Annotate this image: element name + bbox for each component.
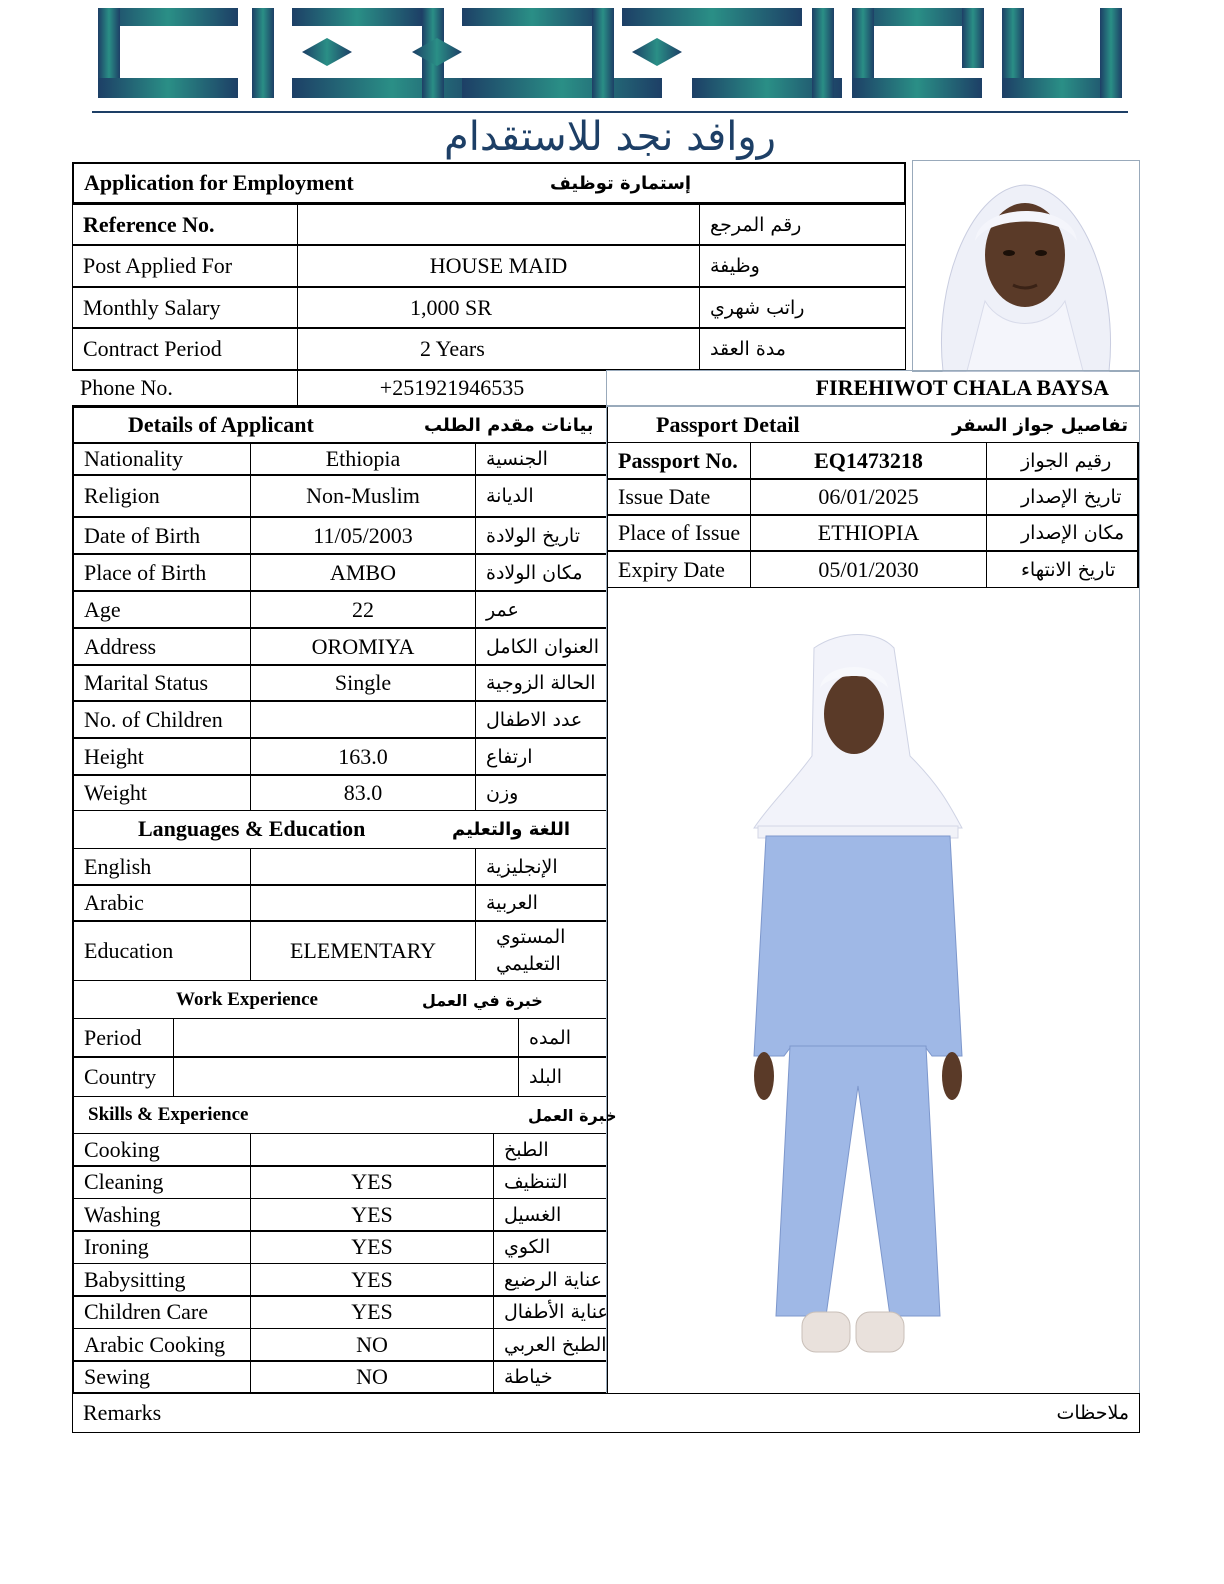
detail-label: Address	[74, 628, 251, 665]
skill-label: Arabic Cooking	[74, 1328, 251, 1361]
passport-value: EQ1473218	[750, 442, 987, 479]
skill-label-ar: عناية الرضيع	[493, 1263, 606, 1296]
applicant-headshot	[912, 160, 1140, 372]
skill-label-ar: الغسيل	[493, 1198, 606, 1231]
skill-label: Cooking	[74, 1133, 251, 1166]
detail-value	[250, 701, 476, 738]
arabic-value	[250, 885, 476, 921]
form-title: Application for Employment	[84, 170, 354, 195]
company-logo	[92, 4, 1128, 160]
arabic-label-ar: العربية	[475, 885, 606, 921]
education-label-ar-2: التعليمي	[496, 953, 561, 975]
arabic-label: Arabic	[74, 885, 251, 921]
detail-label: Age	[74, 591, 251, 628]
detail-label-ar: تاريخ الولادة	[475, 517, 606, 554]
skill-label: Babysitting	[74, 1263, 251, 1296]
reference-value	[297, 204, 700, 245]
detail-label: No. of Children	[74, 701, 251, 738]
country-value	[173, 1057, 519, 1097]
skill-label: Ironing	[74, 1231, 251, 1264]
detail-value: Single	[250, 665, 476, 701]
details-title-ar: بيانات مقدم الطلب	[424, 414, 594, 436]
country-label-ar: البلد	[518, 1057, 606, 1097]
detail-label: Nationality	[74, 443, 251, 475]
detail-value: Non-Muslim	[250, 475, 476, 517]
passport-title	[608, 408, 1138, 442]
work-title-ar: خبرة في العمل	[422, 990, 543, 1010]
passport-label: Place of Issue	[608, 515, 751, 551]
detail-label-ar: عمر	[475, 591, 606, 628]
languages-title	[74, 812, 606, 846]
detail-value: 163.0	[250, 738, 476, 775]
detail-value: AMBO	[250, 554, 476, 591]
languages-title-ar: اللغة والتعليم	[452, 818, 571, 840]
detail-label-ar: ارتفاع	[475, 738, 606, 775]
skill-value: YES	[250, 1263, 494, 1296]
passport-label-ar: تاريخ الانتهاء	[986, 551, 1139, 588]
education-value: ELEMENTARY	[250, 921, 476, 981]
post-label-ar: وظيفة	[699, 245, 906, 287]
skills-title	[74, 1098, 617, 1132]
detail-label: Place of Birth	[74, 554, 251, 591]
skill-label-ar: خياطة	[493, 1361, 606, 1394]
detail-label-ar: الحالة الزوجية	[475, 665, 606, 701]
logo-arabic-name: روافد نجد للاستقدام	[444, 114, 776, 160]
skills-title-en: Skills & Experience	[88, 1104, 249, 1125]
skill-label-ar: التنظيف	[493, 1166, 606, 1199]
english-label-ar: الإنجليزية	[475, 848, 606, 885]
remarks-label: Remarks	[83, 1400, 162, 1425]
english-value	[250, 848, 476, 885]
skill-label-ar: عناية الأطفال	[493, 1296, 606, 1329]
education-label: Education	[74, 921, 251, 981]
remarks-label-ar: ملاحظات	[1056, 1402, 1129, 1424]
detail-value: 22	[250, 591, 476, 628]
detail-label-ar: الجنسية	[475, 443, 606, 475]
phone-value: +251921946535	[297, 370, 607, 406]
skill-value: NO	[250, 1361, 494, 1394]
english-label: English	[74, 848, 251, 885]
form-title-cell	[72, 162, 906, 204]
reference-label-ar: رقم المرجع	[699, 204, 906, 245]
detail-label-ar: مكان الولادة	[475, 554, 606, 591]
detail-label-ar: الديانة	[475, 475, 606, 517]
detail-value: 11/05/2003	[250, 517, 476, 554]
detail-label: Religion	[74, 475, 251, 517]
applicant-name: FIREHIWOT CHALA BAYSA	[606, 370, 1140, 406]
passport-title-en: Passport Detail	[656, 412, 800, 437]
salary-label: Monthly Salary	[72, 287, 298, 328]
period-value	[173, 1018, 519, 1057]
skill-label-ar: الطبخ	[493, 1133, 606, 1166]
post-label: Post Applied For	[72, 245, 298, 287]
form-title-ar: إستمارة توظيف	[550, 172, 692, 194]
education-label-ar	[475, 921, 606, 981]
contract-label: Contract Period	[72, 328, 298, 370]
skills-title-ar: خبرة العمل	[528, 1105, 617, 1125]
passport-label-ar: تاريخ الإصدار	[986, 479, 1139, 515]
skill-label: Washing	[74, 1198, 251, 1231]
skill-value: YES	[250, 1198, 494, 1231]
country-label: Country	[74, 1057, 174, 1097]
remarks-row	[72, 1393, 1140, 1433]
phone-label: Phone No.	[72, 370, 298, 406]
skill-value: NO	[250, 1328, 494, 1361]
detail-label: Date of Birth	[74, 517, 251, 554]
contract-label-ar: مدة العقد	[699, 328, 906, 370]
skill-label: Children Care	[74, 1296, 251, 1329]
detail-label: Marital Status	[74, 665, 251, 701]
skill-value: YES	[250, 1296, 494, 1329]
post-value: HOUSE MAID	[297, 245, 700, 287]
contract-value: 2 Years	[297, 328, 700, 370]
salary-value: 1,000 SR	[297, 287, 700, 328]
education-label-ar-1: المستوي	[496, 926, 566, 948]
passport-value: 05/01/2030	[750, 551, 987, 588]
details-title-en: Details of Applicant	[128, 412, 314, 437]
passport-value: 06/01/2025	[750, 479, 987, 515]
reference-label: Reference No.	[72, 204, 298, 245]
skill-label-ar: الكوي	[493, 1231, 606, 1264]
skill-value: YES	[250, 1166, 494, 1199]
passport-label-ar: رقيم الجواز	[986, 442, 1139, 479]
skill-label: Sewing	[74, 1361, 251, 1394]
details-title	[74, 408, 606, 442]
skill-value: YES	[250, 1231, 494, 1264]
period-label: Period	[74, 1018, 174, 1057]
detail-value: OROMIYA	[250, 628, 476, 665]
detail-label-ar: عدد الاطفال	[475, 701, 606, 738]
passport-label: Passport No.	[608, 442, 751, 479]
passport-title-ar: تفاصيل جواز السفر	[952, 414, 1129, 436]
languages-title-en: Languages & Education	[138, 816, 366, 841]
work-title	[74, 982, 606, 1018]
detail-value: Ethiopia	[250, 443, 476, 475]
work-title-en: Work Experience	[176, 989, 318, 1010]
detail-label: Weight	[74, 775, 251, 811]
applicant-full-photo	[750, 636, 966, 1378]
detail-label-ar: العنوان الكامل	[475, 628, 606, 665]
passport-value: ETHIOPIA	[750, 515, 987, 551]
salary-label-ar: راتب شهري	[699, 287, 906, 328]
detail-label-ar: وزن	[475, 775, 606, 811]
skill-label-ar: الطبخ العربي	[493, 1328, 606, 1361]
passport-label: Expiry Date	[608, 551, 751, 588]
skill-label: Cleaning	[74, 1166, 251, 1199]
passport-label: Issue Date	[608, 479, 751, 515]
skill-value	[250, 1133, 494, 1166]
detail-value: 83.0	[250, 775, 476, 811]
period-label-ar: المده	[518, 1018, 606, 1057]
detail-label: Height	[74, 738, 251, 775]
passport-label-ar: مكان الإصدار	[986, 515, 1139, 551]
